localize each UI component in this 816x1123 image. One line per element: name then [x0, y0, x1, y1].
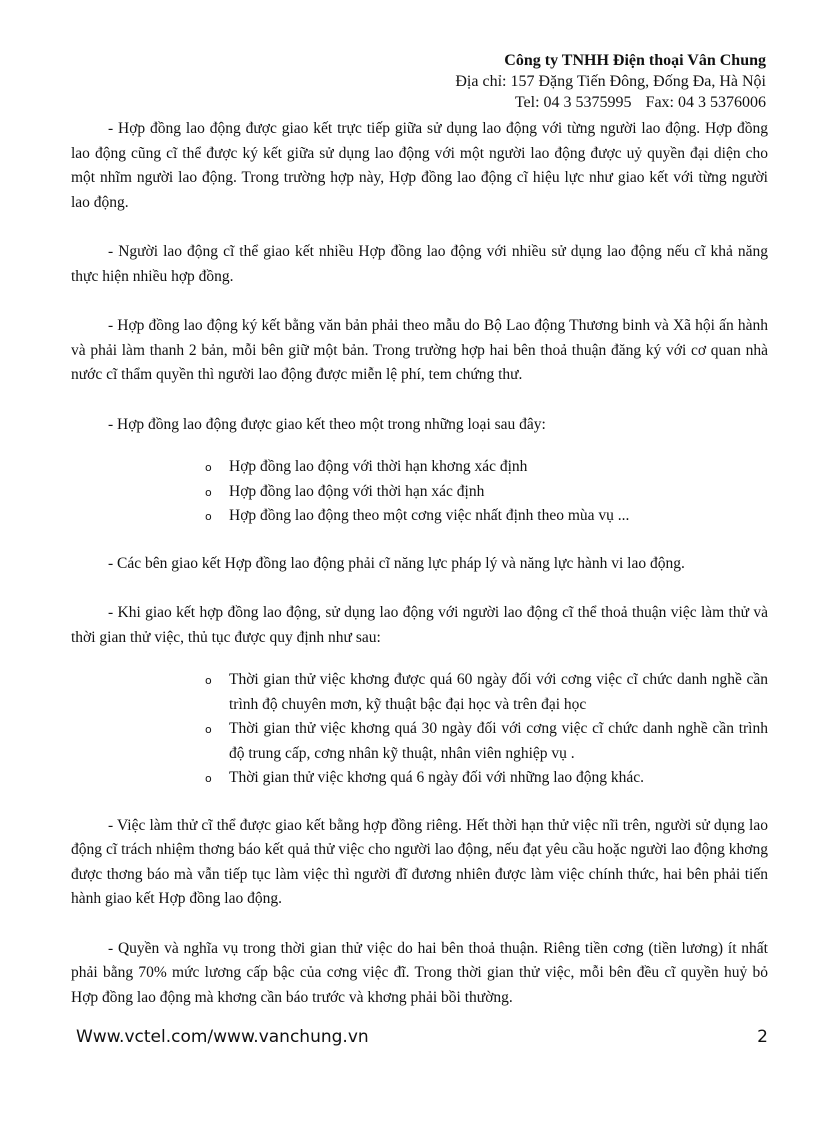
fax-number: Fax: 04 3 5376006 [645, 94, 766, 111]
company-contact [455, 92, 766, 113]
list-item [205, 766, 768, 791]
list-item-text: Hợp đồng lao động theo một cơng việc nhất định theo mùa vụ ... [229, 507, 630, 524]
page-footer [76, 1027, 768, 1047]
list-item-text: Thời gian thử việc khơng được quá 60 ngày đối với cơng việc cĩ chức danh nghề cần trình độ chuyên mơn, kỹ thuật bậc đại học và trên đại học [229, 671, 768, 713]
paragraph: - Việc làm thử cĩ thể được giao kết bằng hợp đồng riêng. Hết thời hạn thử việc nĩi trên, người sử dụng lao động cĩ trách nhiệm thơng báo kết quả thử việc cho người lao động, nếu đạt yêu cầu hoặc người lao động khơng được thơng báo mà vẫn tiếp tục làm việc thì người đĩ đương nhiên được làm việc chính thức, hai bên phải tiến hành giao kết Hợp đồng lao động. [71, 816, 768, 907]
paragraph: - Người lao động cĩ thể giao kết nhiều Hợp đồng lao động với nhiều sử dụng lao động nếu cĩ khả năng thực hiện nhiều hợp đồng. [71, 243, 768, 285]
list-item [205, 668, 768, 717]
bullet-icon: o [205, 772, 212, 785]
paragraph: - Hợp đồng lao động ký kết bằng văn bản phải theo mẫu do Bộ Lao động Thương binh và Xã hội ấn hành và phải làm thanh 2 bản, mỗi bên giữ một bản. Trong trường hợp hai bên thoả thuận đăng ký với cơ quan nhà nước cĩ thẩm quyền thì người lao động được miễn lệ phí, tem chứng thư. [71, 317, 768, 383]
letterhead [455, 50, 766, 113]
list-item-text: Hợp đồng lao động với thời hạn xác định [229, 482, 485, 500]
list-item-text: Hợp đồng lao động với thời hạn khơng xác định [229, 458, 528, 475]
list-item [205, 504, 768, 529]
list-item [205, 455, 768, 480]
bullet-icon: o [205, 461, 212, 474]
bullet-icon: o [205, 485, 212, 499]
document-body [71, 117, 768, 1035]
bullet-icon: o [205, 510, 212, 523]
list-item-text: Thời gian thử việc khơng quá 6 ngày đối với những lao động khác. [229, 769, 645, 786]
paragraph: - Hợp đồng lao động được giao kết theo một trong những loại sau đây: [108, 415, 546, 433]
paragraph: - Quyền và nghĩa vụ trong thời gian thử việc do hai bên thoả thuận. Riêng tiền cơng (tiền lương) ít nhất phải bằng 70% mức lương cấp bậc của cơng việc đĩ. Trong thời gian thử việc, mỗi bên đều cĩ quyền huỷ bỏ Hợp đồng lao động mà khơng cần báo trước và khơng phải bồi thường. [71, 939, 768, 1006]
list-item [205, 717, 768, 766]
page-number: 2 [757, 1027, 768, 1047]
company-address: Địa chỉ: 157 Đặng Tiến Đông, Đống Đa, Hà Nội [455, 73, 766, 90]
phone-number: Tel: 04 3 5375995 [514, 94, 632, 111]
website-link[interactable]: Www.vctel.com/www.vanchung.vn [76, 1027, 369, 1047]
list-item-text: Thời gian thử việc khơng quá 30 ngày đối với cơng việc cĩ chức danh nghề cần trình độ trung cấp, cơng nhân kỹ thuật, nhân viên nghiệp vụ . [229, 720, 768, 762]
bullet-icon: o [205, 723, 212, 736]
bullet-icon: o [205, 674, 212, 687]
paragraph: - Khi giao kết hợp đồng lao động, sử dụng lao động với người lao động cĩ thể thoả thuận việc làm thử và thời gian thử việc, thủ tục được quy định như sau: [71, 604, 768, 646]
company-name: Công ty TNHH Điện thoại Vân Chung [504, 52, 766, 69]
paragraph: - Hợp đồng lao động được giao kết trực tiếp giữa sử dụng lao động với từng người lao động. Hợp đồng lao động cũng cĩ thể được ký kết giữa sử dụng lao động với một người lao động được uỷ quyền đại diện cho một nhĩm người lao động. Trong trường hợp này, Hợp đồng lao động cĩ hiệu lực như giao kết với từng người lao động. [71, 120, 768, 211]
list-item [205, 480, 768, 505]
paragraph: - Các bên giao kết Hợp đồng lao động phải cĩ năng lực pháp lý và năng lực hành vi lao động. [108, 554, 685, 572]
probation-rules-list [71, 668, 768, 791]
contract-types-list [71, 455, 768, 529]
